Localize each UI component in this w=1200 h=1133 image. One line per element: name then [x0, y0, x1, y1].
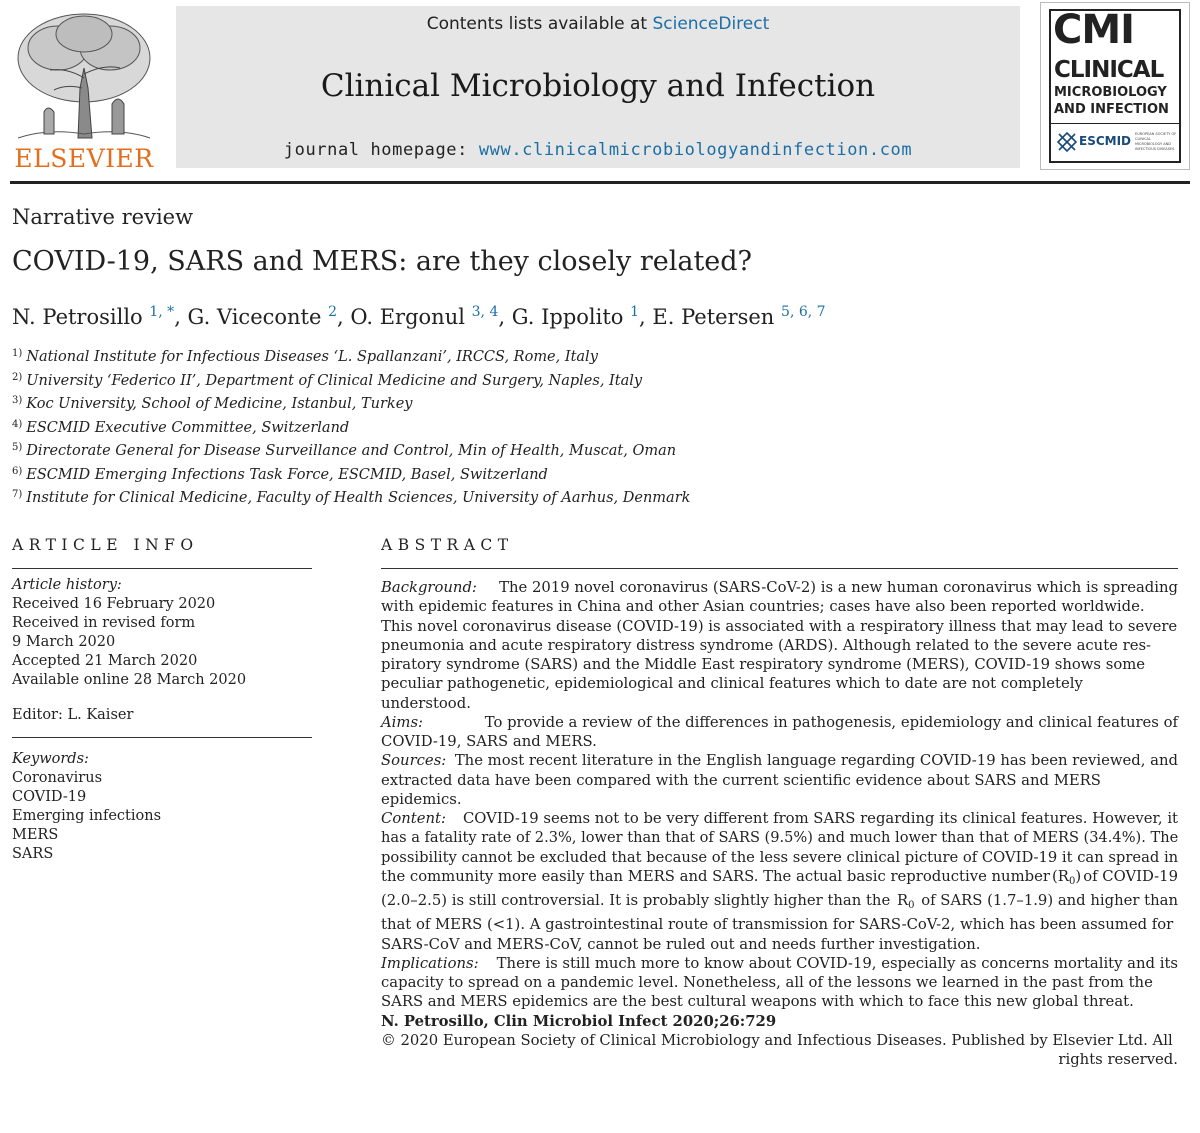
keywords [12, 750, 312, 864]
author-name: G. Ippolito [511, 305, 624, 329]
keyword: Emerging infections [12, 808, 162, 824]
abstract-text: (2.0–2.5) is still controversial. It is probably slightly higher than the [381, 892, 891, 909]
abstract-line [381, 809, 1178, 828]
escmid-logo-icon [1057, 132, 1077, 152]
abstract-line [381, 655, 1178, 674]
author-affiliation-ref[interactable]: 1 [630, 304, 640, 320]
author-affiliation-ref[interactable]: 3, 4 [471, 304, 499, 320]
keyword: COVID-19 [12, 789, 87, 805]
citation [381, 1012, 1178, 1031]
affiliation [12, 438, 912, 462]
abstract-line [381, 828, 1178, 847]
abstract-line [381, 751, 1178, 770]
abstract-line [381, 992, 1178, 1011]
article-title: COVID-19, SARS and MERS: are they closely related? [12, 246, 753, 277]
abstract-text: possibility cannot be excluded that because of the less severe clinical picture of COVID-19 it can spread in [381, 848, 1179, 866]
abstract-line [381, 732, 1178, 751]
cover-line-3: AND INFECTION [1054, 102, 1169, 117]
abstract-text: has a fatality rate of 2.3%, lower than that of SARS (9.5%) and much lower than that of MERS (34.4%). The [381, 829, 1179, 847]
history-label: Article history: [12, 577, 122, 593]
affiliation-number: 1) [12, 348, 23, 359]
contents-prefix: Contents lists available at [426, 14, 653, 34]
cover-frame [1049, 9, 1181, 163]
section-label-implications: Implications: [381, 954, 479, 972]
abstract-divider [381, 568, 1178, 569]
sciencedirect-link[interactable]: ScienceDirect [652, 14, 770, 34]
history-item: Available online 28 March 2020 [12, 672, 247, 688]
r0-symbol [897, 891, 915, 915]
abstract-text: extracted data have been compared with the current scientific evidence about SARS and MERS [381, 771, 1101, 789]
history-item: 9 March 2020 [12, 634, 116, 650]
affiliation-number: 4) [12, 418, 23, 430]
affiliation-text: Koc University, School of Medicine, Istanbul, Turkey [26, 396, 413, 412]
affiliation-number: 5) [12, 442, 23, 453]
homepage-prefix: journal homepage: [283, 140, 479, 160]
keyword: MERS [12, 827, 59, 843]
journal-banner [176, 6, 1020, 168]
affiliation-list [12, 344, 912, 509]
abstract-text: that of MERS (<1). A gastrointestinal route of transmission for SARS-CoV-2, which has been assumed for [381, 916, 1174, 934]
abstract-text: SARS and MERS epidemics are the best cultural weapons with which to face this new global threat. [381, 993, 1134, 1011]
abstract-text: epidemics. [381, 790, 462, 808]
author-name: G. Viceconte [187, 305, 322, 329]
contents-line [176, 14, 1020, 34]
homepage-line [176, 140, 1020, 160]
abstract-text: There is still much more to know about COVID-19, especially as concerns mortality and its [496, 954, 1178, 972]
abstract-text: with epidemic features in China and other Asian countries; cases have also been reported worldwide. [381, 598, 1145, 616]
keywords-divider [12, 737, 312, 738]
affiliation [12, 415, 912, 439]
abstract-line [381, 915, 1178, 934]
affiliation-number: 6) [12, 465, 23, 477]
keywords-label: Keywords: [12, 751, 89, 767]
author-name: N. Petrosillo [12, 305, 143, 329]
abstract-text: To provide a review of the differences in pathogenesis, epidemiology and clinical features of [484, 713, 1178, 731]
affiliation-number: 3) [12, 395, 23, 406]
abstract-text: The most recent literature in the English language regarding COVID-19 has been reviewed, and [454, 752, 1178, 770]
abstract-line [381, 771, 1178, 790]
abstract-text: of COVID-19 [1083, 867, 1178, 885]
escmid-name: ESCMID [1079, 134, 1132, 148]
section-label-aims: Aims: [381, 713, 424, 731]
article-info-heading: ARTICLE INFO [12, 536, 199, 554]
publisher-name: ELSEVIER [14, 144, 154, 173]
abstract-text: understood. [381, 694, 471, 712]
abstract-text: COVID-19, SARS and MERS. [381, 733, 597, 750]
history-item: Accepted 21 March 2020 [12, 653, 198, 669]
abstract-body [381, 578, 1178, 1069]
affiliation-text: ESCMID Emerging Infections Task Force, ESCMID, Basel, Switzerland [26, 466, 548, 483]
keyword: Coronavirus [12, 770, 103, 786]
affiliation [12, 368, 912, 392]
journal-cover [1040, 2, 1190, 170]
author-name: O. Ergonul [350, 305, 465, 329]
abstract-text: of SARS (1.7–1.9) and higher than [921, 892, 1178, 909]
escmid-fullname: EUROPEAN SOCIETY OF CLINICAL MICROBIOLOGY AND INFECTIOUS DISEASES [1135, 132, 1177, 151]
abstract-line [381, 891, 1178, 915]
abstract-text: peculiar pathogenetic, epidemiological and clinical features which to date are not completely [381, 675, 1083, 693]
copyright-text: rights reserved. [1058, 1051, 1178, 1068]
article-history [12, 576, 312, 690]
affiliation-text: National Institute for Infectious Diseases ‘L. Spallanzani’, IRCCS, Rome, Italy [26, 349, 598, 365]
affiliation-number: 7) [12, 489, 23, 500]
affiliation-number: 2) [12, 371, 23, 383]
author-affiliation-ref[interactable]: 5, 6, 7 [781, 304, 826, 320]
copyright-line [381, 1050, 1178, 1069]
abstract-text: SARS-CoV and MERS-CoV, cannot be ruled out and needs further investigation. [381, 935, 981, 953]
abstract-line [381, 636, 1178, 655]
abstract-line [381, 954, 1178, 973]
keyword: SARS [12, 846, 54, 862]
affiliation-text: University ‘Federico II’, Department of Clinical Medicine and Surgery, Naples, Italy [26, 372, 643, 389]
section-label-background: Background: [381, 579, 477, 596]
history-item: Received 16 February 2020 [12, 596, 216, 612]
abstract-text: the community more easily than MERS and SARS. The actual basic reproductive number [381, 867, 1050, 885]
editor: Editor: L. Kaiser [12, 707, 134, 723]
history-item: Received in revised form [12, 615, 196, 631]
cover-footer [1051, 123, 1179, 161]
abstract-text: COVID-19 seems not to be very different from SARS regarding its clinical features. However, it [462, 810, 1178, 827]
abstract-line [381, 848, 1178, 867]
section-label-content: Content: [381, 810, 446, 827]
affiliation [12, 344, 912, 368]
author-name: E. Petersen [652, 305, 775, 329]
citation-text: N. Petrosillo, Clin Microbiol Infect 2020;26:729 [381, 1012, 777, 1030]
abstract-line [381, 674, 1178, 693]
author-affiliation-ref[interactable]: 2 [328, 304, 338, 320]
elsevier-logo [8, 8, 160, 173]
cover-line-2: MICROBIOLOGY [1054, 85, 1167, 100]
abstract-line [381, 713, 1178, 732]
affiliation-text: Directorate General for Disease Surveillance and Control, Min of Health, Muscat, Oman [26, 443, 677, 459]
author-affiliation-ref[interactable]: 1, * [149, 304, 175, 320]
abstract-line [381, 694, 1178, 713]
journal-title: Clinical Microbiology and Infection [320, 68, 876, 104]
abstract-text: capacity to spread on a pandemic level. Nonetheless, all of the lessons we learned in the past from the [381, 974, 1153, 991]
abstract-line [381, 867, 1178, 891]
header-divider [10, 181, 1190, 184]
copyright-line [381, 1031, 1178, 1050]
affiliation-text: ESCMID Executive Committee, Switzerland [26, 419, 350, 436]
abstract-line [381, 597, 1178, 616]
abstract-line [381, 617, 1178, 636]
abstract-heading: ABSTRACT [381, 536, 514, 554]
abstract-line [381, 578, 1178, 597]
abstract-line [381, 790, 1178, 809]
r0-symbol: $(R_0)$ [1052, 867, 1082, 887]
affiliation [12, 391, 912, 415]
affiliation-text: Institute for Clinical Medicine, Faculty of Health Sciences, University of Aarhus, Denmark [26, 490, 691, 506]
r0-letter: R [1057, 867, 1069, 885]
r0-letter: R [896, 892, 909, 909]
affiliation [12, 462, 912, 486]
homepage-link[interactable]: www.clinicalmicrobiologyandinfection.com [478, 140, 913, 160]
abstract-text: The 2019 novel coronavirus (SARS-CoV-2) is a new human coronavirus which is spreading [499, 579, 1178, 596]
cover-abbrev: CMI [1053, 7, 1135, 53]
abstract-text: pneumonia and acute respiratory distress syndrome (ARDS). Although related to the severe acute res- [381, 636, 1152, 654]
article-info-divider [12, 568, 312, 569]
article-type: Narrative review [12, 205, 194, 229]
r0-subscript: 0 [1068, 875, 1076, 887]
affiliation [12, 485, 912, 509]
cover-line-1: CLINICAL [1054, 57, 1164, 83]
abstract-line [381, 935, 1178, 954]
copyright-text: © 2020 European Society of Clinical Microbiology and Infectious Diseases. Published by Elsevier Ltd. All [381, 1031, 1173, 1049]
r0-subscript: 0 [908, 900, 915, 911]
abstract-text: This novel coronavirus disease (COVID-19) is associated with a respiratory illness that may lead to severe [381, 617, 1178, 635]
author-list: N. Petrosillo $^{1, *}$, G. Viceconte $^2$, O. Ergonul $^{3, 4}$, G. Ippolito $^1$, E. Petersen $^{5, 6, 7}$ [12, 304, 826, 329]
elsevier-tree-icon [8, 8, 160, 140]
abstract-text: piratory syndrome (SARS) and the Middle East respiratory syndrome (MERS), COVID-19 shows some [381, 656, 1146, 673]
abstract-line [381, 973, 1178, 992]
section-label-sources: Sources: [381, 752, 447, 770]
